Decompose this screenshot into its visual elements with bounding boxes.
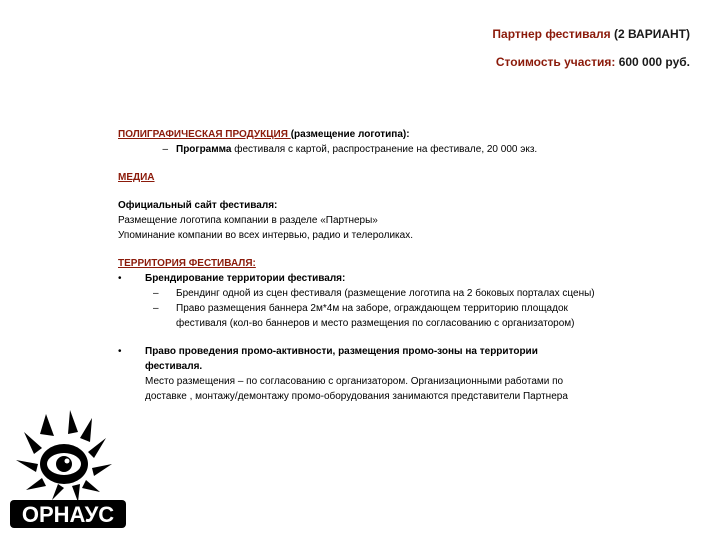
print-section <box>118 127 698 157</box>
media-line-2: Упоминание компании во всех интервью, радио и телероликах. <box>118 230 413 241</box>
dash-marker: – <box>162 144 168 155</box>
promo-text-2: доставке , монтажу/демонтажу промо-оборудования занимаются представители Партнера <box>145 391 568 402</box>
partner-title-text: Партнер фестиваля <box>492 27 614 41</box>
branding-sub-text-2b: фестиваля (кол-во баннеров и место размещения по согласованию с организатором) <box>176 318 575 329</box>
page-header <box>492 26 690 70</box>
branding-sub-item-1 <box>145 286 698 301</box>
branding-sub-text-1: Брендинг одной из сцен фестиваля (размещение логотипа на 2 боковых порталах сцены) <box>176 288 595 299</box>
dash-marker: – <box>153 303 159 314</box>
bullet-marker: • <box>118 346 122 357</box>
print-item <box>118 142 698 157</box>
branding-heading: Брендирование территории фестиваля: <box>145 273 346 284</box>
price-line <box>492 54 690 70</box>
sun-eye-logo-icon <box>8 408 128 532</box>
promo-text-1: Место размещения – по согласованию с организатором. Организационными работами по <box>145 376 564 387</box>
print-item-bold: Программа <box>176 144 232 155</box>
branding-bullet <box>118 271 698 331</box>
media-line-1: Размещение логотипа компании в разделе «Партнеры» <box>118 215 378 226</box>
branding-sub-item-2 <box>145 301 698 331</box>
territory-section-title: ТЕРРИТОРИЯ ФЕСТИВАЛЯ: <box>118 258 256 269</box>
print-section-note: (размещение логотипа): <box>290 129 410 140</box>
promo-heading-2: фестиваля. <box>145 361 203 372</box>
branding-sub-text-2a: Право размещения баннера 2м*4м на заборе, ограждающем территорию площадок <box>176 303 568 314</box>
promo-heading-1: Право проведения промо-активности, размещения промо-зоны на территории <box>145 346 538 357</box>
festival-logo <box>8 408 128 532</box>
price-amount: 600 000 руб. <box>618 55 690 69</box>
price-label: Стоимость участия: <box>495 55 619 69</box>
print-section-title: ПОЛИГРАФИЧЕСКАЯ ПРОДУКЦИЯ <box>118 129 291 140</box>
document-body <box>118 127 698 404</box>
media-section-title: МЕДИА <box>118 172 155 183</box>
media-section <box>118 170 698 243</box>
bullet-marker: • <box>118 273 122 284</box>
media-site-heading: Официальный сайт фестиваля: <box>118 200 278 211</box>
partner-variant: (2 ВАРИАНТ) <box>613 27 690 41</box>
partner-title <box>492 26 690 42</box>
territory-section <box>118 256 698 404</box>
print-item-text: фестиваля с картой, распространение на фестивале, 20 000 экз. <box>231 144 538 155</box>
promo-bullet <box>118 344 698 404</box>
logo-text: ОРНАУС <box>21 502 115 527</box>
dash-marker: – <box>153 288 159 299</box>
